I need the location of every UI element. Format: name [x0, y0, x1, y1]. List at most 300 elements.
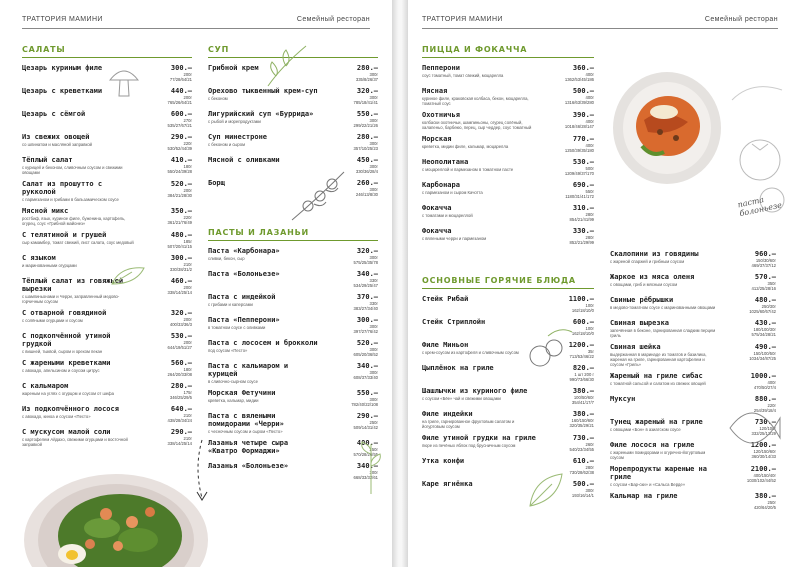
- menu-item-price: 820.–: [572, 364, 594, 372]
- menu-item-price: 260.–: [356, 179, 378, 187]
- menu-item-weight: 300г: [369, 324, 378, 329]
- menu-item: [422, 135, 594, 153]
- menu-item-weight: 180г: [183, 367, 192, 372]
- menu-item-nutrition: 540/23/34/55: [569, 447, 594, 452]
- menu-item-weight: 500г: [585, 166, 594, 171]
- menu-item-description: с курицей и беконом, сливочным соусом и свежими овощами: [22, 165, 123, 175]
- meat-fish-column: [610, 250, 776, 515]
- menu-item-weight: 180г: [183, 164, 192, 169]
- menu-item: [422, 111, 594, 130]
- pepper-sketch-icon: [518, 322, 578, 378]
- menu-item-price: 320.–: [170, 309, 192, 317]
- menu-item-weight: 280г: [585, 212, 594, 217]
- menu-item-description: сливки, бекон, сыр: [208, 256, 245, 261]
- menu-item-nutrition: 412/25/28/16: [751, 286, 776, 291]
- basil-sprig-icon: [353, 440, 386, 496]
- menu-item-nutrition: 357/10/25/23: [353, 146, 378, 151]
- menu-item: [422, 457, 594, 475]
- leaf-sketch-icon-right: [526, 470, 566, 510]
- menu-item-description: с шампиньонами и Черри, заправленный медово-горчичным соусом: [22, 294, 120, 304]
- menu-item-price: 1100.–: [568, 295, 594, 303]
- menu-item-price: 450.–: [356, 156, 378, 164]
- menu-item-description: с пармезаном и сыром Качотта: [422, 190, 483, 195]
- menu-item-price: 480.–: [170, 231, 192, 239]
- restaurant-subtitle-right: Семейный ресторан: [704, 16, 778, 23]
- menu-item-price: 410.–: [170, 156, 192, 164]
- menu-item-description: с соусом «Бар-ски» и «Сальса Верде»: [610, 482, 686, 487]
- menu-item-name: Фокачча: [422, 227, 452, 235]
- menu-item-description: колбаски охотничьи, шампиньоны, огурец солёный, халапеньо, барбекю, перец, сыр чеддер, соус томатный: [422, 120, 532, 130]
- menu-item-weight: 35г: [587, 349, 594, 354]
- salads-column: [22, 45, 192, 452]
- menu-item-description: с соусом «Бёе» чай и свежими овощами: [422, 396, 501, 401]
- menu-item-price: 430.–: [754, 319, 776, 327]
- menu-item-weight: 300г: [369, 164, 378, 169]
- menu-item-price: 340.–: [356, 270, 378, 278]
- menu-item-price: 960.–: [754, 250, 776, 258]
- menu-item-weight: 200г: [183, 285, 192, 290]
- menu-item-nutrition: 1034/34/87/25: [749, 356, 776, 361]
- menu-item-nutrition: 608/37/33/40: [353, 375, 378, 380]
- olive-branch-icon: [288, 168, 348, 224]
- menu-item: [22, 382, 192, 400]
- menu-item-weight: 250г: [767, 500, 776, 505]
- menu-item-name: Морепродукты жареные на гриле: [610, 465, 707, 481]
- menu-item-name: Из подкопчённого лосося: [22, 405, 119, 413]
- menu-item-description: с чесночным соусом и сыром «Песто»: [208, 429, 283, 434]
- menu-item-price: 600.–: [572, 318, 594, 326]
- menu-item-name: Кальмар на гриле: [610, 492, 678, 500]
- menu-item-price: 280.–: [170, 382, 192, 390]
- menu-item-name: Из свежих овощей: [22, 133, 90, 141]
- menu-item-nutrition: 852/21/29/99: [569, 240, 594, 245]
- menu-item-price: 380.–: [572, 410, 594, 418]
- menu-item-name: Паста с индейкой: [208, 293, 276, 301]
- menu-item-weight: 180/100/30г: [753, 327, 776, 332]
- menu-item-weight: 210г: [183, 262, 192, 267]
- menu-item-weight: 185г: [183, 239, 192, 244]
- menu-item-nutrition: 383/27/34/40: [353, 306, 378, 311]
- menu-item-nutrition: 1030/102/44/52: [746, 478, 776, 483]
- menu-item-weight: 400/150/40г: [753, 473, 776, 478]
- menu-item: [208, 270, 378, 288]
- menu-item-weight: 300г: [369, 95, 378, 100]
- menu-item-price: 390.–: [572, 111, 594, 119]
- menu-item-name: Паста «Карбонара»: [208, 247, 280, 255]
- menu-item-nutrition: 713/53/46/22: [569, 354, 594, 359]
- menu-item-weight: 330г: [369, 278, 378, 283]
- menu-item-nutrition: 193/16/14/1: [571, 493, 594, 498]
- menu-item-weight: 350г: [767, 281, 776, 286]
- menu-item-weight: 210г: [183, 436, 192, 441]
- menu-item-price: 340.–: [356, 362, 378, 370]
- menu-item: [610, 465, 776, 487]
- menu-item-weight: 160/150/60г: [571, 418, 594, 423]
- menu-item-name: Паста с вялеными помидорами «Черри»: [208, 412, 284, 428]
- menu-item-weight: 300г: [369, 370, 378, 375]
- menu-item: [422, 204, 594, 222]
- menu-item-nutrition: 1025/60/67/42: [749, 309, 776, 314]
- menu-item: [422, 480, 594, 498]
- menu-item-nutrition: 990/73/66/30: [569, 377, 594, 382]
- menu-item-nutrition: 397/27/76/42: [353, 329, 378, 334]
- menu-item-price: 300.–: [170, 254, 192, 262]
- menu-item-nutrition: 535/27/67/21: [167, 123, 192, 128]
- menu-item-price: 600.–: [170, 110, 192, 118]
- menu-item-description: запечённая в беконе, гарнированная сладким перцем гриль: [610, 328, 716, 338]
- menu-item-description: с крем-соусом из картофеля и сливочным соусом: [422, 350, 519, 355]
- menu-item-name: Охотничья: [422, 111, 460, 119]
- menu-item-name: Тунец жареный на гриле: [610, 418, 703, 426]
- menu-item-name: Неополитана: [422, 158, 469, 166]
- menu-item-nutrition: 1250/39/35/180: [564, 148, 594, 153]
- menu-item-weight: 200г: [183, 317, 192, 322]
- menu-item-name: Тёплый салат: [22, 156, 73, 164]
- menu-item-name: Лазанья четыре сыра «Кватро Формаджи»: [208, 439, 289, 455]
- menu-item: [610, 296, 776, 314]
- menu-item-name: Цыплёнок на гриле: [422, 364, 494, 372]
- menu-item-price: 530.–: [572, 158, 594, 166]
- menu-item-weight: 300г: [369, 397, 378, 402]
- menu-item-nutrition: 264/20/33/08: [167, 372, 192, 377]
- menu-item: [208, 362, 378, 384]
- menu-item-name: Шашлычки из куриного филе: [422, 387, 528, 395]
- menu-item-nutrition: 605/20/36/52: [353, 352, 378, 357]
- menu-item: [22, 359, 192, 377]
- menu-item-weight: 300г: [369, 470, 378, 475]
- menu-item-nutrition: 470/50/27/4: [753, 385, 776, 390]
- menu-item-weight: 200г: [183, 340, 192, 345]
- menu-item: [422, 295, 594, 313]
- menu-item-name: Свиная шейка: [610, 343, 661, 351]
- menu-item-weight: 250/30г: [761, 304, 776, 309]
- menu-item-name: С жареными креветками: [22, 359, 111, 367]
- header-rule: [22, 28, 370, 29]
- menu-item-weight: 300г: [369, 72, 378, 77]
- menu-item-weight: 400г: [585, 143, 594, 148]
- menu-item-name: Паста «Пепперони»: [208, 316, 280, 324]
- menu-item: [22, 254, 192, 272]
- menu-item-nutrition: 338/14/25/14: [167, 290, 192, 295]
- menu-item-price: 520.–: [170, 180, 192, 188]
- menu-item: [422, 410, 594, 429]
- menu-item-price: 520.–: [356, 339, 378, 347]
- menu-item: [208, 247, 378, 265]
- menu-item-weight: 400г: [585, 72, 594, 77]
- pizza-column: [422, 45, 594, 250]
- menu-item-nutrition: 335/8/26/37: [355, 77, 378, 82]
- herb-sprig-icon: [262, 42, 312, 88]
- menu-item-nutrition: 534/29/25/47: [353, 283, 378, 288]
- menu-item-description: с беконом: [208, 96, 228, 101]
- menu-item-nutrition: 785/18/41/41: [353, 100, 378, 105]
- menu-item-name: Орехово тыквенный крем-суп: [208, 87, 318, 95]
- menu-item-nutrition: 338/14/25/14: [167, 441, 192, 446]
- menu-item-weight: 200г: [183, 72, 192, 77]
- menu-item-name: Паста с кальмаром и курицей: [208, 362, 289, 378]
- menu-item-name: Муксун: [610, 395, 636, 403]
- menu-item-name: Морская: [422, 135, 452, 143]
- menu-item-price: 320.–: [356, 247, 378, 255]
- menu-item-description: с картофелем Айдахо, свежими огурцами и восточной заправкой: [22, 437, 128, 447]
- menu-item-price: 370.–: [356, 293, 378, 301]
- menu-item-weight: 100/50/60г: [573, 395, 594, 400]
- menu-item-description: с вишней, тыквой, сыром и орехом пекан: [22, 349, 103, 354]
- menu-item-nutrition: 570/28/26/55: [353, 452, 378, 457]
- menu-item-name: Свиные рёбрышки: [610, 296, 674, 304]
- menu-item-description: жареным на углях с огурцом и соусом от шефа: [22, 391, 114, 396]
- menu-item: [422, 158, 594, 176]
- menu-item-nutrition: 346/25/29/5: [169, 395, 192, 400]
- menu-item-description: креветка, кальмар, мидии: [208, 398, 259, 403]
- menu-item-name: Филе индейки: [422, 410, 473, 418]
- menu-item: [22, 428, 192, 447]
- menu-item-price: 1000.–: [750, 372, 776, 380]
- menu-item-name: Фокачча: [422, 204, 452, 212]
- menu-item-name: Филе Миньон: [422, 341, 469, 349]
- menu-item-price: 340.–: [356, 462, 378, 470]
- menu-item: [22, 405, 192, 423]
- menu-item-nutrition: 1316/63/39/280: [564, 100, 594, 105]
- menu-item-name: С языком: [22, 254, 56, 262]
- menu-item-name: Цезарь с креветками: [22, 87, 103, 95]
- menu-item-price: 570.–: [754, 273, 776, 281]
- menu-item-price: 550.–: [356, 110, 378, 118]
- menu-item-description: в сливочно-сырном соусе: [208, 379, 258, 384]
- menu-item-weight: 220г: [767, 403, 776, 408]
- menu-item-weight: 220г: [183, 141, 192, 146]
- menu-item-name: Скалопини из говядины: [610, 250, 699, 258]
- menu-item-weight: 175г: [183, 390, 192, 395]
- menu-item-nutrition: 782/40/22/108: [351, 402, 378, 407]
- menu-item-description: с моцареллой и пармезаном в томатном пасте: [422, 167, 514, 172]
- menu-item-weight: 300г: [369, 118, 378, 123]
- menu-item-name: Жаркое из мяса оленя: [610, 273, 695, 281]
- menu-item: [208, 87, 378, 105]
- menu-item-price: 880.–: [754, 395, 776, 403]
- restaurant-subtitle: Семейный ресторан: [296, 16, 370, 23]
- menu-item: [208, 439, 378, 457]
- menu-item-price: 460.–: [170, 277, 192, 285]
- menu-item-price: 560.–: [170, 359, 192, 367]
- menu-item-description: с жареными помидорами и огуречно-йогуртовым соусом: [610, 450, 706, 460]
- menu-item-weight: 280г: [585, 465, 594, 470]
- menu-item-weight: 330г: [369, 301, 378, 306]
- menu-item-description: с жареной спаржей и грибным соусом: [610, 259, 685, 264]
- menu-item-name: Утка конфи: [422, 457, 465, 465]
- menu-item-name: С подкопчённой утиной грудкой: [22, 332, 111, 348]
- menu-item-description: под соусом «Песто»: [208, 348, 248, 353]
- menu-item-nutrition: 361/21/76/49: [167, 220, 192, 225]
- menu-item-description: с грибами и каперсами: [208, 302, 253, 307]
- menu-item-name: Филе лосося на гриле: [610, 441, 695, 449]
- menu-item-nutrition: 354/41/17/7: [571, 400, 594, 405]
- menu-item-description: пюре из печёных яблок под брусничным соусом: [422, 443, 516, 448]
- menu-item-nutrition: 360/30/14/33: [751, 454, 776, 459]
- menu-item-name: Карбонара: [422, 181, 460, 189]
- hot-dishes-column: [422, 276, 594, 503]
- menu-item-weight: 250г: [369, 420, 378, 425]
- menu-item-weight: 300г: [585, 488, 594, 493]
- menu-item: [208, 412, 378, 434]
- menu-item-name: Салат из прошутто с рукколой: [22, 180, 103, 196]
- menu-item-weight: 270г: [183, 118, 192, 123]
- menu-item-price: 690.–: [572, 181, 594, 189]
- menu-item-nutrition: 575/25/35/78: [353, 260, 378, 265]
- menu-item: [22, 309, 192, 327]
- menu-item-price: 1200.–: [750, 441, 776, 449]
- menu-item-name: Жареный на гриле сибас: [610, 372, 703, 380]
- menu-item-name: Лазанья «Болоньезе»: [208, 462, 289, 470]
- menu-item-name: Суп минестроне: [208, 133, 268, 141]
- menu-item: [422, 87, 594, 106]
- menu-item-price: 480.–: [754, 296, 776, 304]
- menu-item-weight: 300г: [369, 187, 378, 192]
- menu-item-name: Борщ: [208, 179, 225, 187]
- menu-item-name: Мясной с оливками: [208, 156, 280, 164]
- restaurant-name-right: ТРАТТОРИЯ МАМИНИ: [422, 16, 503, 23]
- pasta-column: [208, 228, 378, 485]
- fish-sketch-icon: [722, 388, 782, 468]
- menu-item-price: 380.–: [572, 387, 594, 395]
- menu-item-price: 300.–: [356, 316, 378, 324]
- menu-item-name: Цезарь куриным филе: [22, 64, 103, 72]
- menu-item-description: с томатами и моцареллой: [422, 213, 473, 218]
- menu-item: [22, 180, 192, 202]
- menu-item: [22, 110, 192, 128]
- menu-item-nutrition: 854/21/41/99: [569, 217, 594, 222]
- leaf-sketch-icon: [110, 264, 146, 288]
- menu-item-price: 290.–: [356, 412, 378, 420]
- menu-item-weight: 150/100/50г: [753, 351, 776, 356]
- menu-item-nutrition: 1180/31/41/172: [565, 194, 594, 199]
- menu-item-nutrition: 330/38/31/2: [169, 267, 192, 272]
- menu-item: [610, 273, 776, 291]
- menu-item-price: 640.–: [170, 405, 192, 413]
- menu-item-description: с рыбой и морепродуктами: [208, 119, 261, 124]
- menu-item: [22, 332, 192, 354]
- menu-item-nutrition: 162/18/10/0: [571, 331, 594, 336]
- menu-item-name: Паста «Болоньезе»: [208, 270, 280, 278]
- handwritten-note: паста болоньезе: [736, 195, 783, 219]
- salad-dish-photo: [20, 466, 210, 567]
- menu-item-nutrition: 400/33/36/3: [169, 322, 192, 327]
- menu-item-name: Цезарь с сёмгой: [22, 110, 86, 118]
- menu-item-nutrition: 1018/46/28/147: [564, 124, 594, 129]
- menu-item: [208, 133, 378, 151]
- menu-item: [22, 277, 192, 304]
- menu-item-nutrition: 765/26/64/21: [167, 100, 192, 105]
- menu-item-weight: 260г: [585, 442, 594, 447]
- menu-item: [22, 133, 192, 151]
- menu-item-nutrition: 384/21/28/30: [167, 193, 192, 198]
- restaurant-name: ТРАТТОРИЯ МАМИНИ: [22, 16, 103, 23]
- menu-item-nutrition: 469/37/37/12: [751, 263, 776, 268]
- menu-item-price: 380.–: [754, 492, 776, 500]
- menu-item-description: креветка, мидии филе, кальмар, моцарелла: [422, 144, 509, 149]
- menu-item-nutrition: 509/14/31/42: [353, 425, 378, 430]
- menu-item-nutrition: 730/28/62/38: [569, 470, 594, 475]
- menu-item-name: Стейк Рибай: [422, 295, 469, 303]
- menu-item-name: Тёплый салат из говяжьей вырезки: [22, 277, 124, 293]
- book-gutter: [392, 0, 408, 567]
- menu-item-price: 280.–: [356, 64, 378, 72]
- menu-item-price: 350.–: [170, 207, 192, 215]
- menu-item-description: с солёными огурцами и соусом: [22, 318, 83, 323]
- menu-item-weight: 300г: [369, 141, 378, 146]
- menu-item-description: с пармезаном и грибами в бальзамическом соусе: [22, 197, 119, 202]
- menu-item-description: со шпинатом и масляной заправкой: [22, 142, 92, 147]
- menu-item: [208, 339, 378, 357]
- pasta-section-title: ПАСТЫ И ЛАЗАНЬИ: [208, 228, 378, 241]
- menu-item: [422, 64, 594, 82]
- menu-item-price: 300.–: [170, 64, 192, 72]
- menu-item-nutrition: 668/33/32/61: [353, 475, 378, 480]
- menu-item-description: и маринованными огурцами: [22, 263, 77, 268]
- menu-item-weight: 200г: [183, 95, 192, 100]
- header-rule-right: [422, 28, 778, 29]
- pasta-dish-photo: [612, 66, 722, 186]
- menu-item-weight: 120/100г: [759, 426, 776, 431]
- menu-item-nutrition: 320/35/29/21: [569, 423, 594, 428]
- menu-item-nutrition: 1209/49/37/170: [564, 171, 594, 176]
- menu-item: [22, 207, 192, 226]
- menu-item-weight: 100г: [585, 303, 594, 308]
- menu-item: [610, 250, 776, 268]
- menu-item-weight: 220г: [183, 215, 192, 220]
- menu-item-description: с авокадо, апельсином и соусом цитрус: [22, 368, 100, 373]
- menu-item-description: с вялеными черри и пармезаном: [422, 236, 487, 241]
- menu-item: [610, 343, 776, 367]
- menu-item-name: Пепперони: [422, 64, 460, 72]
- menu-item: [208, 389, 378, 407]
- menu-item-price: 400.–: [356, 439, 378, 447]
- menu-item-name: С мускусом малой соли: [22, 428, 111, 436]
- menu-item-weight: 100г: [585, 326, 594, 331]
- mushroom-sketch-icon: [104, 60, 144, 100]
- menu-item-price: 290.–: [170, 428, 192, 436]
- menu-item-price: 490.–: [754, 343, 776, 351]
- left-menu-page: [0, 0, 392, 567]
- menu-item: [22, 156, 192, 175]
- menu-item-weight: 120/150/60г: [753, 449, 776, 454]
- menu-item: [422, 434, 594, 452]
- salads-section-title: САЛАТЫ: [22, 45, 192, 58]
- menu-item-description: сыр камамбер, томат свежий, лист салата, соус медовый: [22, 240, 134, 245]
- menu-item-name: Паста с лососем и брокколи: [208, 339, 318, 347]
- menu-item-name: Стейк Стриплойн: [422, 318, 486, 326]
- menu-item-price: 610.–: [572, 457, 594, 465]
- menu-item-name: Свиная вырезка: [610, 319, 670, 327]
- menu-item-nutrition: 330/36/28/4: [355, 169, 378, 174]
- menu-item-weight: 210г: [183, 413, 192, 418]
- menu-item-nutrition: 1362/53/45/186: [564, 77, 594, 82]
- menu-item: [610, 319, 776, 338]
- menu-item-name: Лигурийский суп «Буррида»: [208, 110, 314, 118]
- menu-item-nutrition: 530/52/44/39: [167, 146, 192, 151]
- menu-item: [208, 462, 378, 480]
- menu-item-price: 310.–: [572, 204, 594, 212]
- menu-item-name: Грибной крем: [208, 64, 259, 72]
- menu-item-nutrition: 77/28/64/21: [169, 77, 192, 82]
- menu-item-name: С кальмаром: [22, 382, 69, 390]
- soups-section-title: СУП: [208, 45, 378, 58]
- menu-item-price: 1200.–: [568, 341, 594, 349]
- menu-item: [422, 227, 594, 245]
- menu-item-nutrition: 438/28/34/24: [167, 418, 192, 423]
- menu-item-weight: 400г: [767, 380, 776, 385]
- menu-item-price: 770.–: [572, 135, 594, 143]
